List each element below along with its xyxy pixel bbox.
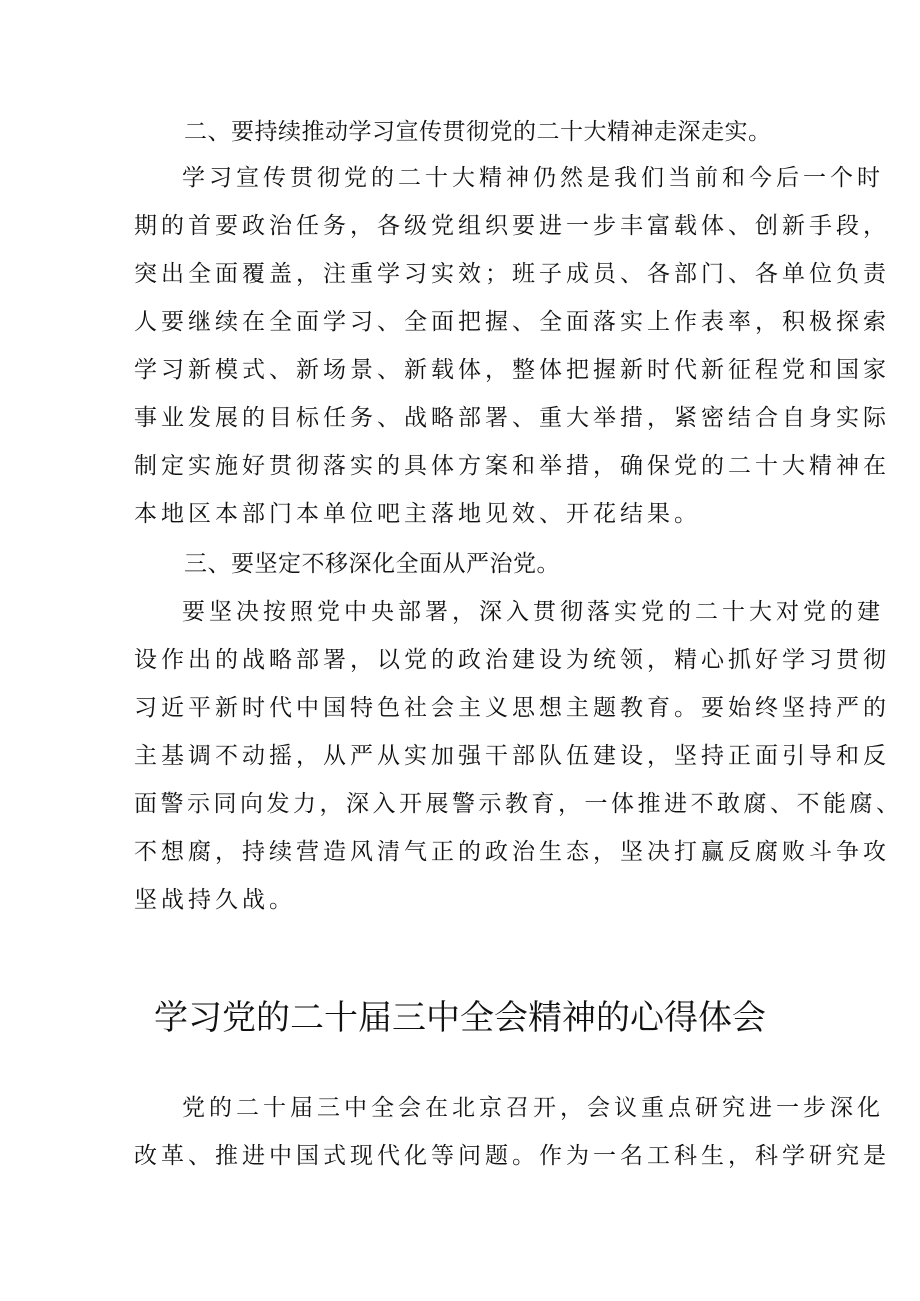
paragraph-line: 突出全面覆盖，注重学习实效；班子成员、各部门、各单位负责 bbox=[134, 261, 890, 287]
paragraph-line: 设作出的战略部署，以党的政治建设为统领，精心抓好学习贯彻 bbox=[134, 647, 890, 673]
paragraph-line: 本地区本部门本单位吧主落地见效、开花结果。 bbox=[134, 501, 701, 527]
paragraph-line: 不想腐，持续营造风清气正的政治生态，坚决打赢反腐败斗争攻 bbox=[134, 839, 890, 865]
paragraph-line: 事业发展的目标任务、战略部署、重大举措，紧密结合自身实际 bbox=[134, 405, 890, 431]
paragraph-line: 习近平新时代中国特色社会主义思想主题教育。要始终坚持严的 bbox=[134, 695, 890, 721]
paragraph-line: 改革、推进中国式现代化等问题。作为一名工科生，科学研究是 bbox=[134, 1143, 890, 1169]
paragraph-line: 坚战持久战。 bbox=[134, 887, 296, 913]
article-title: 学习党的二十届三中全会精神的心得体会 bbox=[154, 998, 766, 1038]
section-2-heading: 二、要持续推动学习宣传贯彻党的二十大精神走深走实。 bbox=[184, 119, 772, 145]
paragraph-line: 要坚决按照党中央部署，深入贯彻落实党的二十大对党的建 bbox=[182, 599, 884, 625]
paragraph-line: 制定实施好贯彻落实的具体方案和举措，确保党的二十大精神在 bbox=[134, 453, 890, 479]
paragraph-line: 学习新模式、新场景、新载体，整体把握新时代新征程党和国家 bbox=[134, 357, 890, 383]
paragraph-line: 主基调不动摇，从严从实加强干部队伍建设，坚持正面引导和反 bbox=[134, 743, 890, 769]
paragraph-line: 学习宣传贯彻党的二十大精神仍然是我们当前和今后一个时 bbox=[182, 165, 884, 191]
paragraph-line: 党的二十届三中全会在北京召开，会议重点研究进一步深化 bbox=[182, 1095, 884, 1121]
paragraph-line: 面警示同向发力，深入开展警示教育，一体推进不敢腐、不能腐、 bbox=[134, 791, 903, 817]
paragraph-line: 期的首要政治任务，各级党组织要进一步丰富载体、创新手段， bbox=[134, 213, 890, 239]
paragraph-line: 人要继续在全面学习、全面把握、全面落实上作表率，积极探索 bbox=[134, 309, 890, 335]
section-3-heading: 三、要坚定不移深化全面从严治党。 bbox=[184, 551, 560, 577]
